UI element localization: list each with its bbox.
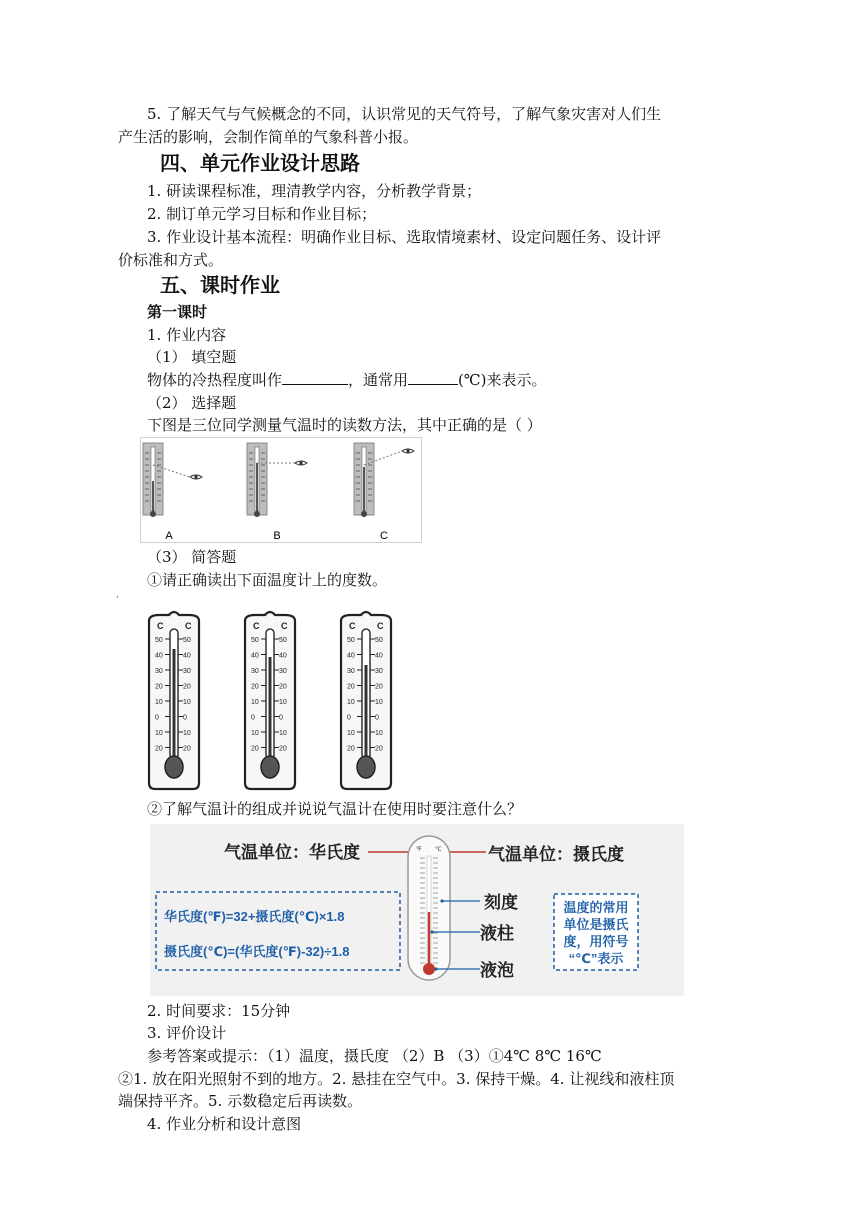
answer-line-2: ②1. 放在阳光照射不到的地方。2. 悬挂在空气中。3. 保持干燥。4. 让视线和液柱顶: [118, 1070, 675, 1088]
tick-label-right: 10: [183, 699, 191, 706]
tick-label-right: 50: [183, 637, 191, 644]
option-b-label: B: [273, 530, 281, 542]
tick-label-left: 0: [155, 714, 159, 722]
fill-question-part-3: (℃)来表示。: [458, 371, 547, 389]
short-question-2: ②了解气温计的组成并说说气温计在使用时要注意什么？: [147, 800, 523, 818]
section-4-item-2: 2. 制订单元学习目标和作业目标；: [147, 205, 377, 223]
tick-label-right: 10: [279, 730, 287, 737]
tick-label-right: 20: [375, 745, 383, 753]
part-scale-label: 刻度: [484, 893, 518, 912]
tick-label-left: 20: [347, 745, 355, 753]
unit-right-3: C: [377, 621, 384, 631]
unit-left-3: C: [349, 621, 356, 631]
tick-label-right: 20: [375, 683, 383, 691]
answer-blank-2[interactable]: [408, 369, 458, 385]
tick-label-left: 20: [155, 683, 163, 691]
tick-label-left: 10: [155, 730, 163, 737]
tick-label-left: 20: [251, 745, 259, 753]
content-label: 1. 作业内容: [147, 326, 227, 344]
choice-question: 下图是三位同学测量气温时的读数方法，其中正确的是（ ）: [147, 416, 542, 434]
reading-methods-figure: [140, 437, 422, 543]
tick-label-left: 10: [347, 699, 355, 706]
goal-5-line-1: 5. 了解天气与气候概念的不同，认识常见的天气符号，了解气象灾害对人们生: [147, 105, 662, 123]
tick-label-left: 50: [155, 637, 163, 644]
analysis-label: 4. 作业分析和设计意图: [147, 1115, 302, 1133]
tick-label-right: 20: [183, 683, 191, 691]
tick-label-right: 30: [279, 668, 287, 675]
note-line-2: 单位是摄氏: [563, 917, 629, 932]
answer-line-3: 端保持平齐。5. 示数稳定后再读数。: [118, 1092, 363, 1110]
tick-label-right: 0: [183, 714, 187, 722]
tick-label-right: 10: [375, 699, 383, 706]
section-4-item-1: 1. 研读课程标准，理清教学内容，分析教学背景；: [147, 182, 482, 200]
tick-label-left: 40: [347, 652, 355, 660]
formula-f-from-c: 华氏度(℉)=32+摄氏度(℃)×1.8: [164, 909, 345, 924]
tick-label-left: 0: [251, 714, 255, 722]
short-question-1: ①请正确读出下面温度计上的度数。: [147, 571, 388, 589]
unit-left-2: C: [253, 621, 260, 631]
lesson-title: 第一课时: [147, 303, 208, 321]
tick-label-right: 20: [279, 745, 287, 753]
tick-label-right: 10: [183, 730, 191, 737]
tick-label-right: 10: [279, 699, 287, 706]
answer-line-1: 参考答案或提示：（1）温度，摄氏度 （2）B （3）①4℃ 8℃ 16℃: [147, 1047, 602, 1065]
unit-left-1: C: [157, 621, 164, 631]
time-requirement: 2. 时间要求：15分钟: [147, 1002, 291, 1020]
tick-label-left: 40: [155, 652, 163, 660]
tick-label-left: 20: [155, 745, 163, 753]
formula-c-from-f: 摄氏度(℃)=(华氏度(℉)-32)÷1.8: [164, 944, 350, 959]
stray-dot: ·: [116, 593, 119, 603]
choice-label: （2） 选择题: [147, 394, 237, 412]
tick-label-left: 40: [251, 652, 259, 660]
tick-label-right: 30: [183, 668, 191, 675]
celsius-thermometer-1: [149, 612, 199, 789]
fill-question-part-1: 物体的冷热程度叫作: [147, 371, 283, 389]
unit-right-2: C: [281, 621, 288, 631]
tick-label-right: 0: [279, 714, 283, 722]
evaluation-label: 3. 评价设计: [147, 1024, 227, 1042]
thermometer-drawing: [408, 836, 450, 980]
tick-label-left: 30: [347, 668, 355, 675]
unit-right-1: C: [185, 621, 192, 631]
note-line-1: 温度的常用: [563, 900, 629, 915]
goal-5-line-2: 产生活的影响，会制作简单的气象科普小报。: [118, 128, 419, 146]
section-4-heading: 四、单元作业设计思路: [160, 151, 360, 175]
section-4-item-3-line-1: 3. 作业设计基本流程：明确作业目标、选取情境素材、设定问题任务、设计评: [147, 228, 662, 246]
note-line-3: 度，用符号: [563, 934, 629, 949]
tick-label-right: 40: [183, 652, 191, 660]
fill-blank-question: [147, 369, 547, 391]
thermometer-composition-diagram: [150, 824, 684, 996]
tick-label-right: 50: [375, 637, 383, 644]
tick-label-right: 20: [279, 683, 287, 691]
answer-blank-1[interactable]: [282, 369, 348, 385]
tick-label-left: 50: [251, 637, 259, 644]
option-a-label: A: [165, 530, 173, 542]
tick-label-left: 20: [251, 683, 259, 691]
part-column-label: 液柱: [480, 924, 514, 943]
section-4-item-3-line-2: 价标准和方式。: [118, 251, 224, 269]
label-fahrenheit: 气温单位：华氏度: [224, 843, 360, 862]
tick-label-left: 30: [251, 668, 259, 675]
tick-label-right: 40: [279, 652, 287, 660]
tick-label-left: 30: [155, 668, 163, 675]
celsius-thermometer-2: [245, 612, 295, 789]
tick-label-left: 10: [251, 730, 259, 737]
option-c-label: C: [380, 530, 388, 542]
label-celsius: 气温单位：摄氏度: [488, 845, 624, 864]
tick-label-left: 10: [155, 699, 163, 706]
tick-label-left: 20: [347, 683, 355, 691]
tick-label-right: 30: [375, 668, 383, 675]
fill-question-part-2: ，通常用: [348, 371, 409, 389]
tick-label-left: 0: [347, 714, 351, 722]
part-bulb-label: 液泡: [480, 961, 514, 980]
fill-blank-label: （1） 填空题: [147, 348, 237, 366]
celsius-unit: ℃: [435, 847, 442, 853]
note-line-4: “℃”表示: [568, 951, 624, 966]
three-thermometers-figure: [145, 609, 405, 791]
tick-label-right: 0: [375, 714, 379, 722]
tick-label-right: 40: [375, 652, 383, 660]
fahrenheit-unit: ℉: [416, 847, 422, 853]
tick-label-left: 10: [347, 730, 355, 737]
section-5-heading: 五、课时作业: [160, 273, 280, 297]
tick-label-left: 10: [251, 699, 259, 706]
short-answer-label: （3） 简答题: [147, 548, 237, 566]
tick-label-right: 10: [375, 730, 383, 737]
tick-label-left: 50: [347, 637, 355, 644]
tick-label-right: 50: [279, 637, 287, 644]
celsius-thermometer-3: [341, 612, 391, 789]
tick-label-right: 20: [183, 745, 191, 753]
